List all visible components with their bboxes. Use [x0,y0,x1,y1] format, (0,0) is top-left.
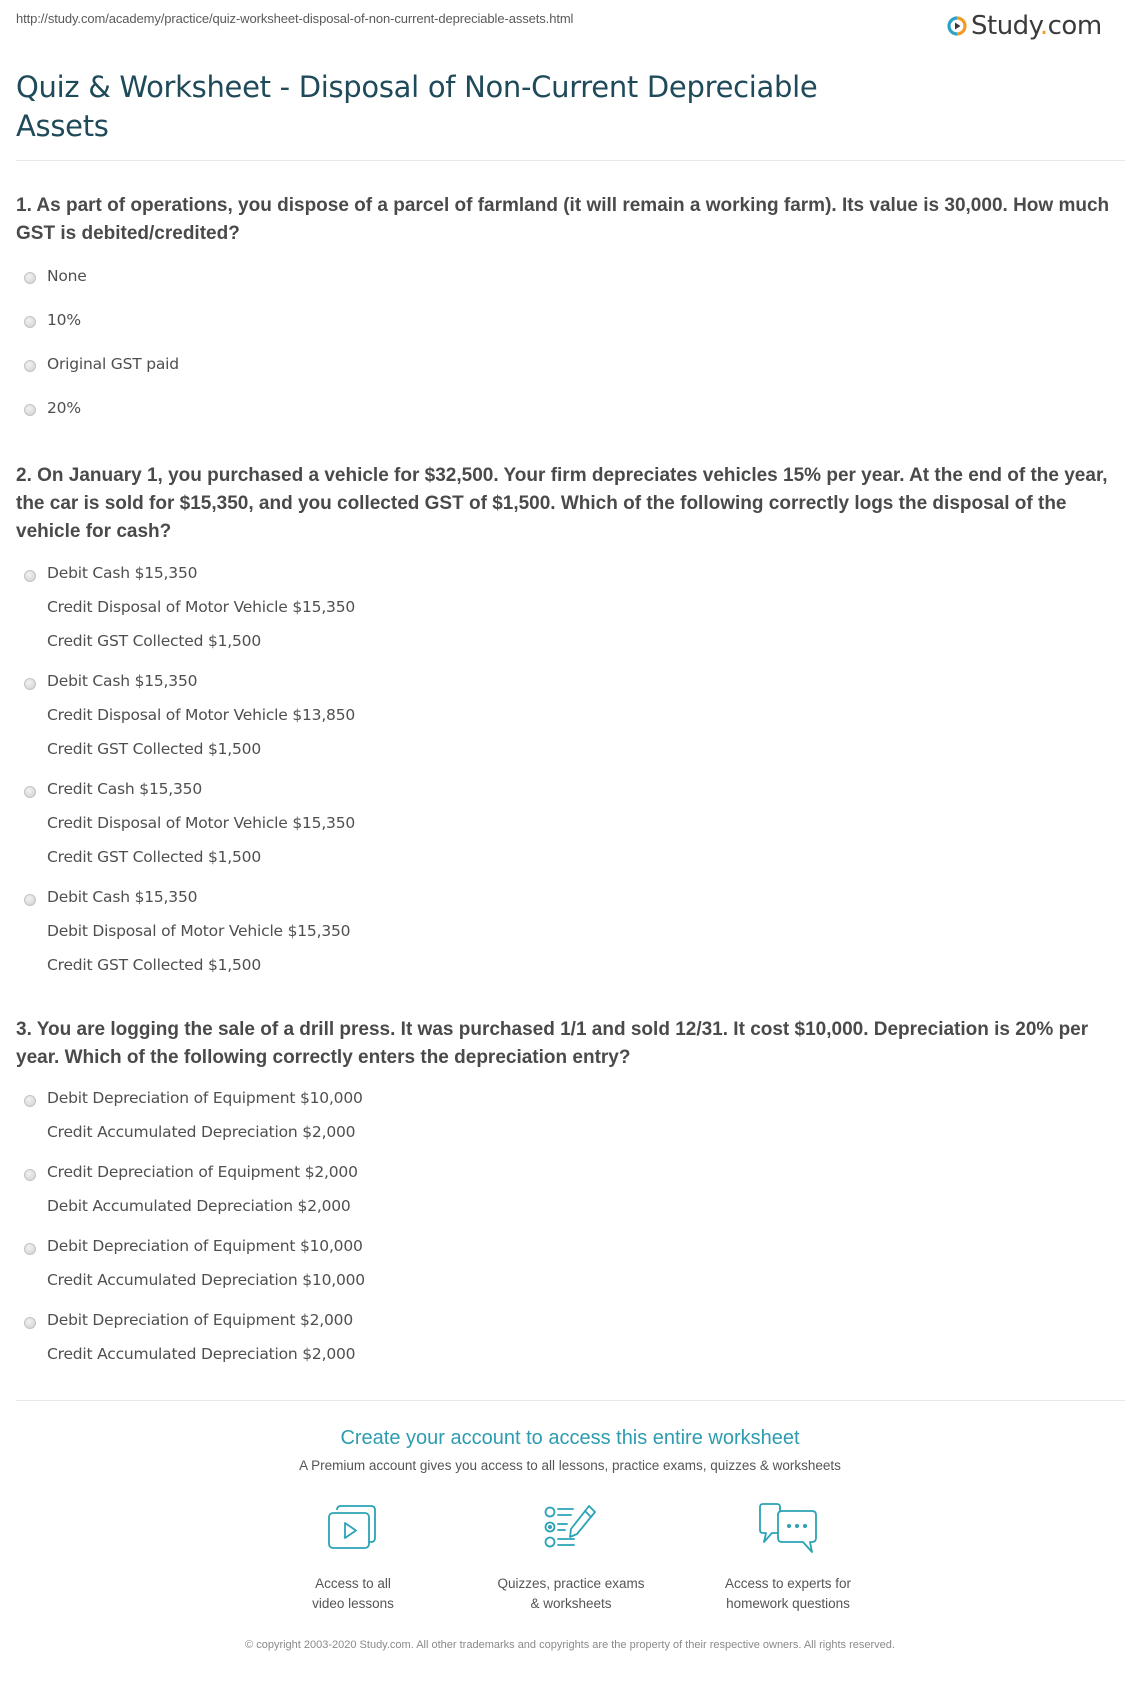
option-text-line-1: Debit Cash $15,350 [47,888,198,906]
option-text-line-3: Credit GST Collected $1,500 [47,632,261,650]
radio-button[interactable] [24,404,36,416]
create-account-link[interactable]: Create your account to access this entire worksheet [340,1427,800,1449]
option-text-line-2: Credit Accumulated Depreciation $2,000 [47,1345,356,1363]
option-text-line-1: Debit Cash $15,350 [47,564,198,582]
radio-button[interactable] [24,316,36,328]
option-text: None [47,267,87,285]
question-3-text: 3. You are logging the sale of a drill press. It was purchased 1/1 and sold 12/31. It cost $10,000. Depreciation is 20% per year. Which of the following correctly enters the depreciation entry? [16,1019,1089,1068]
feature-label [688,1574,888,1614]
option-text-line-1: Debit Depreciation of Equipment $10,000 [47,1237,363,1255]
option-text-line-2: Credit Accumulated Depreciation $10,000 [47,1271,365,1289]
option-text: Original GST paid [47,355,179,373]
option-text-line-1: Credit Depreciation of Equipment $2,000 [47,1163,358,1181]
cta-subtitle: A Premium account gives you access to all lessons, practice exams, quizzes & worksheets [299,1458,841,1473]
option-text-line-2: Credit Disposal of Motor Vehicle $13,850 [47,706,356,724]
logo-text-main: Study [971,11,1040,41]
radio-button[interactable] [24,1243,36,1255]
feature-label-line-1: Access to all [315,1576,391,1591]
radio-button[interactable] [24,570,36,582]
option-text-line-1: Debit Cash $15,350 [47,672,198,690]
feature-quizzes [471,1502,671,1614]
option-text-line-2: Debit Accumulated Depreciation $2,000 [47,1197,351,1215]
radio-button[interactable] [24,272,36,284]
option-text-line-1: Credit Cash $15,350 [47,780,202,798]
feature-label [253,1574,453,1614]
feature-label-line-1: Quizzes, practice exams [497,1576,645,1591]
chat-bubbles-icon [758,1502,818,1554]
question-1-text: 1. As part of operations, you dispose of a parcel of farmland (it will remain a working farm). Its value is 30,000. How much GST is debited/credited? [16,195,1110,244]
radio-button[interactable] [24,786,36,798]
question-2-text: 2. On January 1, you purchased a vehicle for $32,500. Your firm depreciates vehicles 15% per year. At the end of the year, the car is sold for $15,350, and you collected GST of $1,500. Which of the following correctly logs the disposal of the vehicle for cash? [16,465,1108,542]
radio-button[interactable] [24,678,36,690]
study-com-logo[interactable] [947,8,1102,44]
option-text-line-2: Credit Accumulated Depreciation $2,000 [47,1123,356,1141]
option-text-line-3: Credit GST Collected $1,500 [47,740,261,758]
video-lessons-icon [323,1502,383,1554]
logo-dot: . [1039,11,1048,41]
feature-video-lessons [253,1502,453,1614]
option-text-line-2: Credit Disposal of Motor Vehicle $15,350 [47,814,356,832]
quiz-checklist-icon [541,1502,601,1554]
radio-button[interactable] [24,894,36,906]
feature-label-line-2: video lessons [312,1596,394,1611]
option-text-line-3: Credit GST Collected $1,500 [47,956,261,974]
play-circle-icon [947,16,967,36]
option-text-line-1: Debit Depreciation of Equipment $10,000 [47,1089,363,1107]
radio-button[interactable] [24,1317,36,1329]
option-text-line-2: Credit Disposal of Motor Vehicle $15,350 [47,598,356,616]
option-text-line-1: Debit Depreciation of Equipment $2,000 [47,1311,354,1329]
feature-label-line-2: & worksheets [530,1596,612,1611]
feature-label-line-1: Access to experts for [724,1576,852,1591]
title-divider [16,160,1125,161]
logo-wordmark [971,11,1102,41]
cta-divider [16,1400,1125,1401]
logo-text-tld: com [1047,11,1102,41]
option-text-line-2: Debit Disposal of Motor Vehicle $15,350 [47,922,351,940]
option-text-line-3: Credit GST Collected $1,500 [47,848,261,866]
radio-button[interactable] [24,1095,36,1107]
radio-button[interactable] [24,1169,36,1181]
radio-button[interactable] [24,360,36,372]
option-text: 20% [47,399,81,417]
copyright-footer: © copyright 2003-2020 Study.com. All other trademarks and copyrights are the property of their respective owners. All rights reserved. [245,1639,895,1651]
option-text: 10% [47,311,81,329]
page-url: http://study.com/academy/practice/quiz-worksheet-disposal-of-non-current-depreciable-assets.html [16,11,574,26]
feature-experts [688,1502,888,1614]
page-title: Quiz & Worksheet - Disposal of Non-Current Depreciable Assets [16,70,818,143]
feature-label [471,1574,671,1614]
feature-label-line-2: homework questions [726,1596,850,1611]
